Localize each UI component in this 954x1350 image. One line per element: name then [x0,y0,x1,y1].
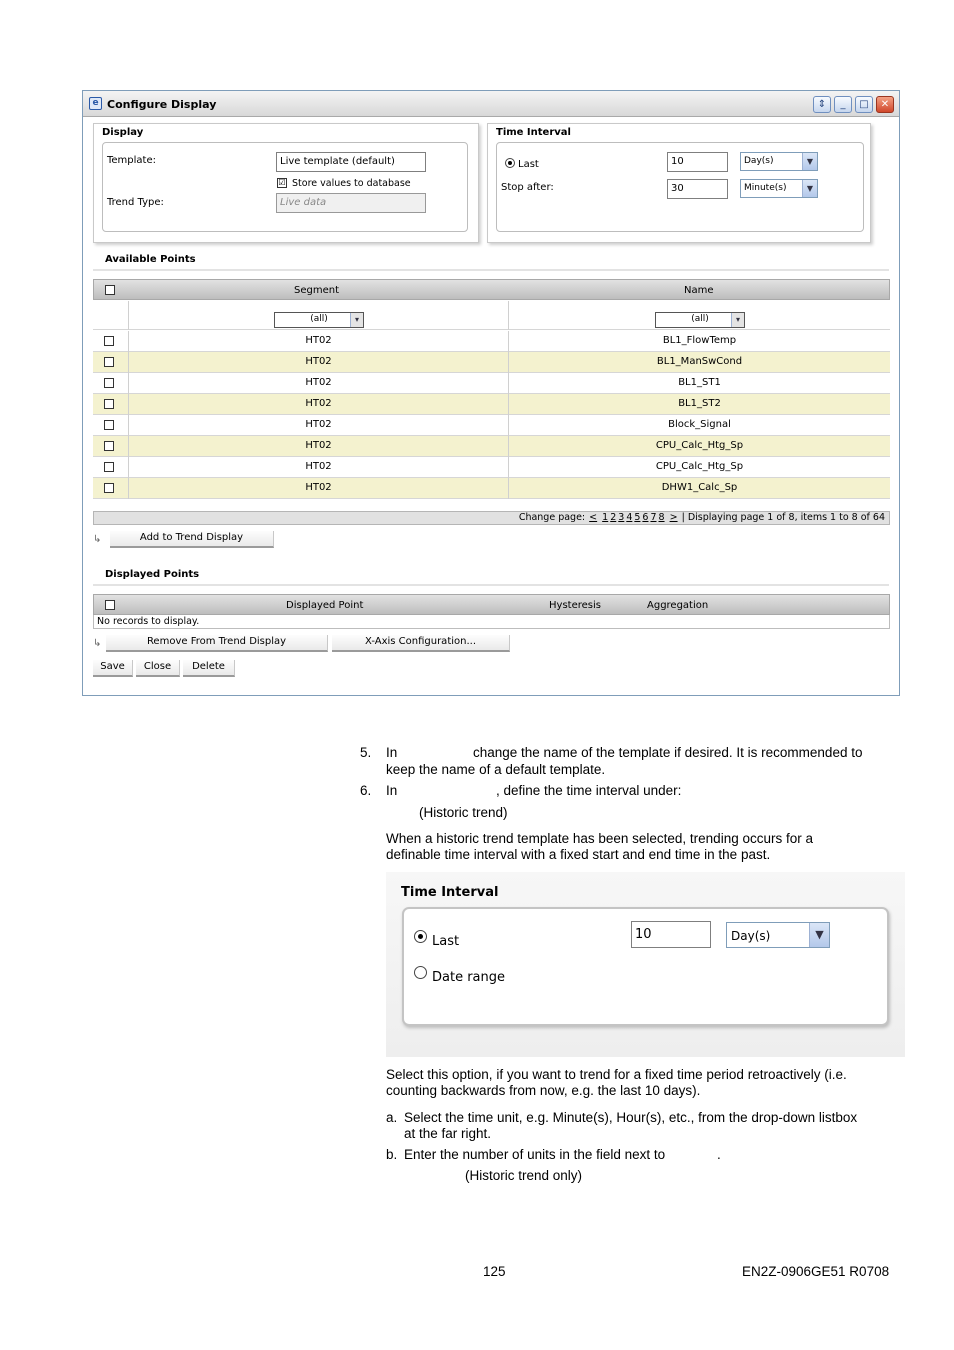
table-row[interactable] [93,373,890,394]
name-cell: CPU_Calc_Htg_Sp [508,436,890,457]
pager-page-link[interactable]: 4 [626,512,633,523]
pager-page-link[interactable]: 1 [602,512,609,523]
pager-next[interactable]: > [669,512,678,523]
name-filter-cell [508,301,890,330]
segment-cell: HT02 [128,352,508,373]
name-cell: CPU_Calc_Htg_Sp [508,457,890,478]
item-5-c: keep the name of a default template. [386,762,606,777]
item-6-a: In [386,783,398,798]
filter-row [93,301,890,330]
name-cell: BL1_ManSwCond [508,352,890,373]
table-row[interactable] [93,457,890,478]
row-checkbox[interactable] [104,378,114,388]
available-points-header: Available Points [93,251,889,271]
stop-unit-select[interactable] [740,179,818,198]
trend-type-label: Trend Type: [107,197,164,208]
time-interval-title: Time Interval [496,127,571,138]
segment-cell: HT02 [128,478,508,499]
template-input[interactable]: Live template (default) [276,152,426,172]
display-panel-title: Display [102,127,144,138]
display-inner [102,142,468,232]
segment-filter-value: (all) [310,314,328,324]
row-checkbox[interactable] [104,441,114,451]
document-code: EN2Z-0906GE51 R0708 [742,1264,890,1279]
time-inner [496,142,864,232]
para2-line2: counting backwards from now, e.g. the last 10 days). [386,1083,701,1098]
ti-unit-value: Day(s) [731,929,771,943]
pager-page-link[interactable]: 6 [642,512,649,523]
col-segment[interactable]: Segment [294,285,339,296]
arrow-right-icon: ↳ [93,534,102,545]
segment-cell: HT02 [128,394,508,415]
close-button[interactable]: Close [136,660,180,677]
last-unit-value: Day(s) [744,156,774,166]
step-a-line2: at the far right. [404,1126,492,1141]
pager [93,511,890,525]
name-cell: Block_Signal [508,415,890,436]
col-aggregation[interactable]: Aggregation [647,600,709,611]
table-row[interactable] [93,415,890,436]
chevron-down-icon: ▼ [802,180,817,197]
segment-cell: HT02 [128,331,508,352]
x-axis-config-button[interactable]: X-Axis Configuration... [332,635,510,652]
para2-line1: Select this option, if you want to trend for a fixed time period retroactively (i.e. [386,1067,847,1082]
table-row[interactable] [93,331,890,352]
table-row[interactable] [93,436,890,457]
segment-filter-cell [128,301,508,330]
step-b-end: . [717,1147,721,1162]
para1-line1: When a historic trend template has been selected, trending occurs for a [386,831,813,846]
store-values-label: Store values to database [292,178,411,189]
pager-page-link[interactable]: 8 [658,512,665,523]
name-filter-value: (all) [691,314,709,324]
pager-prev[interactable]: < [589,512,598,523]
pager-page-link[interactable]: 5 [634,512,641,523]
segment-cell: HT02 [128,457,508,478]
pager-pages [601,512,665,523]
delete-button[interactable]: Delete [183,660,235,677]
name-filter-select[interactable] [655,312,745,328]
empty-row [93,615,890,629]
table-row[interactable] [93,352,890,373]
displayed-grid-header [93,594,890,615]
pager-page-link[interactable]: 2 [610,512,617,523]
item-6-b: , define the time interval under: [496,783,682,798]
ti-last-label: Last [432,934,460,949]
ti-last-radio[interactable] [414,930,427,943]
last-value-input[interactable]: 10 [667,152,728,172]
row-checkbox[interactable] [104,420,114,430]
last-label: Last [518,159,539,170]
template-label: Template: [107,155,156,166]
available-grid-header [93,279,890,300]
name-cell: BL1_ST2 [508,394,890,415]
last-unit-select[interactable] [740,152,818,171]
item-5-number: 5. [360,745,372,760]
pager-separator: | [681,512,685,523]
para1-line2: definable time interval with a fixed start and end time in the past. [386,847,771,862]
chevron-down-icon: ▾ [731,313,744,327]
ti-last-input[interactable]: 10 [631,921,711,948]
save-button[interactable]: Save [93,660,133,677]
time-interval-screenshot [386,872,905,1057]
ie-page-icon: e [89,97,102,110]
add-to-trend-button[interactable]: Add to Trend Display [110,531,274,548]
select-all-checkbox[interactable] [105,285,115,295]
segment-cell: HT02 [128,436,508,457]
chevron-down-icon: ▼ [802,153,817,170]
row-checkbox[interactable] [104,462,114,472]
close-icon[interactable]: ✕ [876,96,894,113]
window-title: Configure Display [107,98,217,111]
row-checkbox[interactable] [104,483,114,493]
name-cell: DHW1_Calc_Sp [508,478,890,499]
pager-page-link[interactable]: 7 [650,512,657,523]
col-displayed-point[interactable]: Displayed Point [286,600,364,611]
ti-date-range-label: Date range [432,970,506,985]
ti-image-title: Time Interval [401,885,499,900]
page-number: 125 [483,1264,506,1279]
minimize-icon[interactable]: _ [834,96,852,113]
item-6-number: 6. [360,783,372,798]
segment-filter-select[interactable] [274,312,364,328]
step-b-line1: Enter the number of units in the field next to [404,1147,666,1162]
step-b-mark: b. [386,1147,398,1162]
segment-cell: HT02 [128,415,508,436]
configure-display-window [82,90,900,696]
store-values-checkbox[interactable]: ☑ [278,178,286,187]
historic-trend-note: (Historic trend) [419,805,508,820]
pager-page-link[interactable]: 3 [618,512,625,523]
remove-from-trend-button[interactable]: Remove From Trend Display [106,635,328,652]
last-radio[interactable] [505,158,515,168]
col-hysteresis[interactable]: Hysteresis [549,600,601,611]
ti-unit-select[interactable] [726,922,830,948]
step-a-mark: a. [386,1110,398,1125]
stop-after-input[interactable]: 30 [667,179,728,199]
display-panel [93,123,479,243]
segment-cell: HT02 [128,373,508,394]
time-interval-panel [487,123,871,243]
chevron-down-icon: ▼ [809,923,829,947]
stop-unit-value: Minute(s) [744,183,787,193]
item-5-b: change the name of the template if desired. It is recommended to [473,745,863,760]
stop-after-label: Stop after: [501,182,554,193]
table-row[interactable] [93,478,890,499]
row-checkbox[interactable] [104,357,114,367]
no-records-text: No records to display. [97,616,200,627]
restore-icon[interactable]: ⇕ [813,96,831,113]
pager-summary: Displaying page 1 of 8, items 1 to 8 of 64 [687,512,885,523]
displayed-points-header: Displayed Points [93,566,889,586]
ti-image-box [402,907,889,1026]
chevron-down-icon: ▾ [350,313,363,327]
ti-date-range-radio[interactable] [414,966,427,979]
maximize-icon[interactable]: □ [855,96,873,113]
trend-type-input: Live data [276,193,426,213]
col-name[interactable]: Name [684,285,714,296]
step-a-line1: Select the time unit, e.g. Minute(s), Hour(s), etc., from the drop-down listbox [404,1110,858,1125]
pager-prefix: Change page: [518,512,586,523]
row-checkbox[interactable] [104,399,114,409]
table-row[interactable] [93,394,890,415]
title-bar[interactable] [83,91,899,117]
name-cell: BL1_FlowTemp [508,331,890,352]
item-5-a: In [386,745,398,760]
historic-only-note: (Historic trend only) [465,1168,583,1183]
arrow-right-icon: ↳ [93,638,102,649]
name-cell: BL1_ST1 [508,373,890,394]
row-checkbox[interactable] [104,336,114,346]
select-all-displayed-checkbox[interactable] [105,600,115,610]
